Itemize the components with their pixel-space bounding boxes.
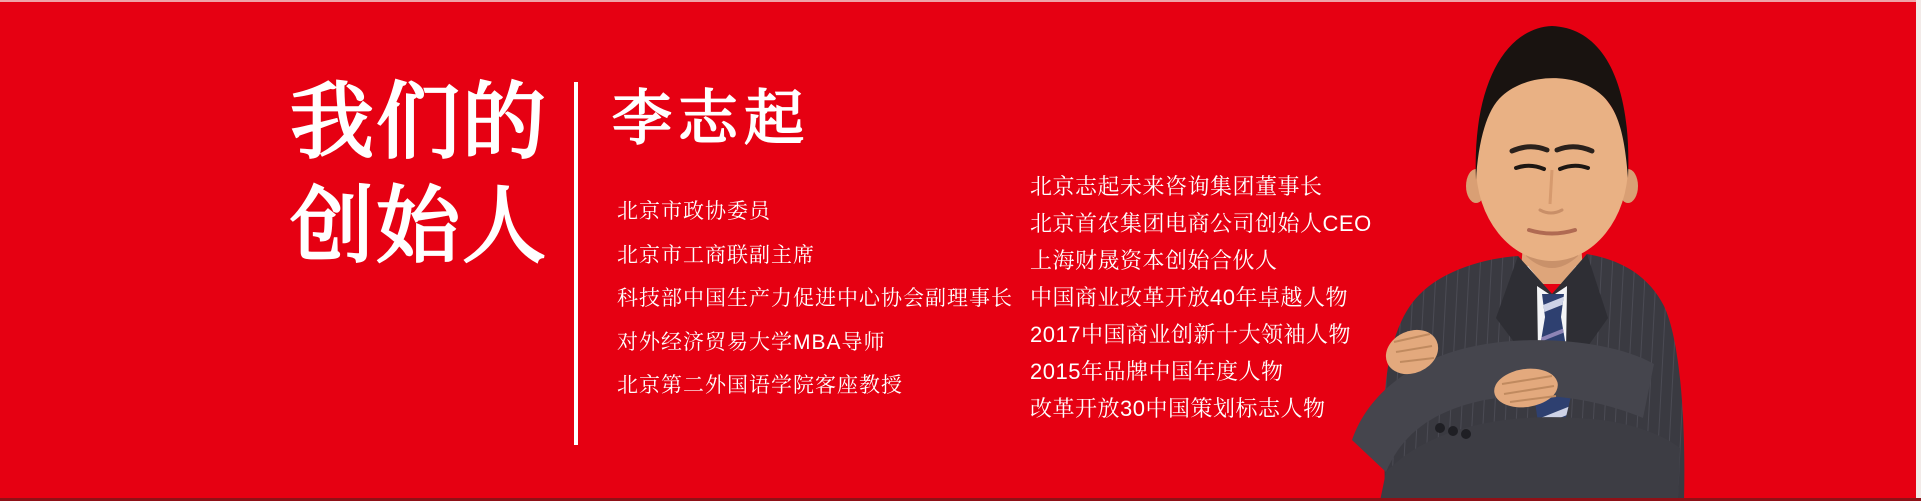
credential-item: 改革开放30中国策划标志人物 bbox=[1030, 396, 1326, 421]
top-edge bbox=[0, 0, 1921, 2]
banner-title bbox=[290, 70, 548, 278]
credentials-list-left bbox=[617, 190, 1013, 408]
founder-photo bbox=[1290, 18, 1700, 501]
credential-item: 2017中国商业创新十大领袖人物 bbox=[1030, 322, 1351, 347]
credential-item: 北京市政协委员 bbox=[617, 200, 771, 223]
banner-title-line2: 创始人 bbox=[290, 179, 549, 273]
credential-item: 对外经济贸易大学MBA导师 bbox=[617, 330, 886, 354]
credential-item: 2015年品牌中国年度人物 bbox=[1030, 359, 1284, 384]
right-edge bbox=[1916, 0, 1921, 501]
credential-item: 北京市工商联副主席 bbox=[617, 243, 815, 267]
credential-item: 北京志起未来咨询集团董事长 bbox=[1030, 174, 1323, 199]
credential-item: 北京首农集团电商公司创始人CEO bbox=[1030, 211, 1372, 236]
banner-title-line1: 我们的 bbox=[290, 75, 549, 169]
founder-name: 李志起 bbox=[612, 86, 810, 152]
credential-item: 北京第二外国语学院客座教授 bbox=[617, 374, 903, 397]
credential-item: 科技部中国生产力促进中心协会副理事长 bbox=[617, 287, 1013, 310]
vertical-divider bbox=[574, 82, 578, 445]
credential-item: 中国商业改革开放40年卓越人物 bbox=[1030, 285, 1348, 310]
credential-item: 上海财晟资本创始合伙人 bbox=[1030, 248, 1278, 273]
